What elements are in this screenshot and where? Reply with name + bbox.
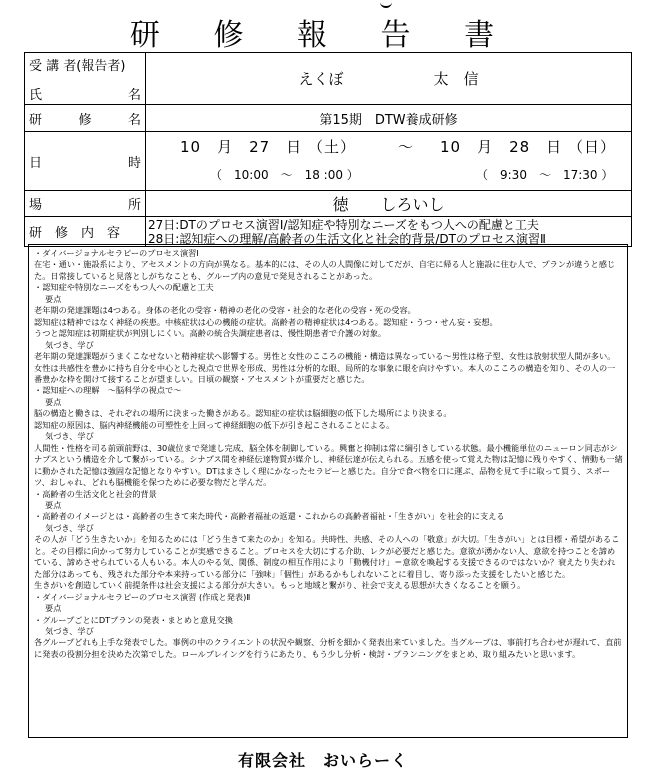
reporter-label-left: 氏 — [29, 87, 43, 103]
report-line: 認知症の原因は、脳内神経機能の可塑性を上回って神経細胞の低下が引き起こされることによる。 — [34, 419, 395, 430]
report-line: 各グループどれも上手な発表でした。事例の中のクライエントの状況や観察、分析を細かく発表出来ていました。当グループは、事前打ち合わせが遅れて、直前に発表の役割分担を決めた次第でした。ロールプレイングを行うにあたり、もう少し分析・検討・プランニングをまとめ、取り組みたいと思います。 — [34, 637, 622, 659]
report-line: 人間性・性格を司る前頭前野は、30歳位まで発達し完成、脳全体を制御している。興奮と抑制は常に綱引きしている状態。最小機能単位のニューロン同志がシナプスという構造を介して繋がっている。シナプス間を神経伝達物質が媒介し、神経伝達が伝えられる。五感を使って覚えた物は記憶に残りやすく、情動も一緒に動かされた記憶は強固な記憶となりやすい。DTはまさしく理にかなったセラピーと感じた。自分で食べ物を口に運ぶ、品物を見て手に取って買う、スポーツ、おしゃれ、どれも脳機能を保つために必要な物だと学んだ。 — [34, 442, 623, 488]
report-line: 気づき、学び — [45, 625, 94, 636]
time-end: （ 9:30 〜 17:30 ） — [476, 168, 614, 182]
report-line: 気づき、学び — [45, 522, 94, 533]
report-line: 要点 — [45, 603, 62, 614]
report-line: 気づき、学び — [45, 431, 94, 442]
report-line: 要点 — [45, 293, 62, 304]
place-value: 徳 しろいし — [146, 191, 632, 217]
training-label-mid: 修 — [78, 112, 92, 128]
content-line-1: 27日:DTのプロセス演習Ⅰ/認知症や特別なニーズをもつ人への配慮と工夫 — [148, 217, 539, 232]
date-start: 10 月 27 日 （土） — [180, 138, 356, 156]
report-line: 老年期の発達課題は4つある。身体の老化の受容・精神の老化の受容・社会的な老化の受容・死の受容。 — [34, 305, 416, 316]
reporter-label-right: 名 — [127, 87, 141, 103]
report-line: 要点 — [45, 396, 62, 407]
report-line: 老年期の発達課題がうまくこなせないと精神症状へ影響する。男性と女性のこころの機能・構造は異なっている〜男性は格子型、女性は放射状型人間が多い。女性は共感性を豊かに持ち自分を中心とした視点で世界を形成、男性は分析的な眼、局所的な事象に眼を向けやすい。本人のこころの構造を知り、その人の一番豊かな枠を開けて接することが望ましい。日頃の観察・アセスメントが重要だと感じた。 — [34, 351, 616, 384]
content-label: 研 修 内 容 — [29, 226, 121, 241]
training-label-right: 名 — [127, 112, 141, 128]
date-label-left: 日 — [29, 155, 43, 171]
content-line-2: 28日:認知症への理解/高齢者の生活文化と社会的背景/DTのプロセス演習Ⅱ — [148, 231, 546, 246]
report-line: 認知症は精神ではなく神経の疾患。中核症状は心の機能の症状。高齢者の精神症状は4つある。認知症・うつ・せん妄・妄想。 — [34, 316, 498, 327]
report-line: ・認知症や特別なニーズをもつ人への配慮と工夫 — [34, 282, 214, 293]
training-label-left: 研 — [29, 112, 43, 128]
content-summary — [146, 217, 632, 247]
report-line: 気づき、学び — [45, 339, 94, 350]
time-start: （ 10:00 〜 18 :00 ） — [210, 168, 359, 182]
report-line: ・高齢者の生活文化と社会的背景 — [34, 488, 157, 499]
reporter-name: えくぼ 太 信 — [146, 53, 632, 105]
date-end: 10 月 28 日 （日） — [440, 138, 616, 156]
date-label-right: 時 — [127, 155, 141, 171]
report-line: うつと認知症は初期症状が判別しにくい。高齢の統合失調症患者は、慢性期患者で介護の対象。 — [34, 328, 387, 339]
report-line: ・高齢者のイメージとは・高齢者の生きて来た時代・高齢者福祉の返還・これからの高齢者福祉・「生きがい」を社会的に支える — [34, 511, 505, 522]
reporter-label-top: 受 講 者(報告者) — [29, 58, 126, 74]
training-name: 第15期 DTW養成研修 — [146, 105, 632, 132]
report-line: ・ダイバージョナルセラピーのプロセス演習Ⅰ — [34, 248, 199, 258]
company-name: 有限会社 おいらーく — [237, 751, 408, 770]
report-line: 生きがいを創造していく前提条件は社会支援による部分が大きい。もっと地域と繋がり、社会で支える思想が大きくなることを願う。 — [34, 580, 526, 591]
report-line: 在宅・通い・施設系により、アセスメントの方向が異なる。基本的には、その人の人間像に対してだが、自宅に帰る人と施設に住む人で、プランが違うと感じた。日常接していると見落としがちなことも、グループ内の意見で発見されることがあった。 — [34, 259, 616, 281]
report-body — [28, 244, 628, 738]
report-line: ・ダイバージョナルセラピーのプロセス演習 (作成と発表)Ⅱ — [34, 591, 251, 602]
place-label-right: 所 — [127, 198, 141, 213]
report-line: 脳の構造と働きは、それぞれの場所に決まった働きがある。認知症の症状は脳細胞の低下した場所により決まる。 — [34, 408, 452, 419]
report-line: ・認知症への理解 〜脳科学の視点で〜 — [34, 385, 182, 396]
reporter-label-cell — [25, 53, 146, 105]
document-title: 研 修 報 告 書 — [129, 18, 517, 53]
title-decoration — [380, 0, 392, 8]
place-label-left: 場 — [29, 198, 43, 213]
report-line: 要点 — [45, 499, 62, 510]
report-line: ・グループごとにDTプランの発表・まとめと意見交換 — [34, 614, 233, 625]
date-tilde: 〜 — [398, 138, 414, 156]
report-line: その人が「どう生きたいか」を知るためには「どう生きて来たのか」を知る。共時性、共感、その人への「敬意」が大切。「生きがい」とは目標・希望があること。その目標に向かって努力していることが実感できること。プロセスを大切にする介助、レクが必要だと感じた。意欲が湧かない人、意欲を持つことを諦めている、諦めさせられている人もいる。本人のやる気、関係、制度の相互作用により「動機付け」＝意欲を喚起する支援できるのではないか？衰えたり失われた部分はあっても、残された部分や本来持っている部分に「強味」「個性」があるかもしれないことに着目し、寄り添った支援をしたいと感じた。 — [34, 534, 620, 579]
date-cell — [146, 132, 632, 191]
report-header-table — [24, 52, 632, 247]
